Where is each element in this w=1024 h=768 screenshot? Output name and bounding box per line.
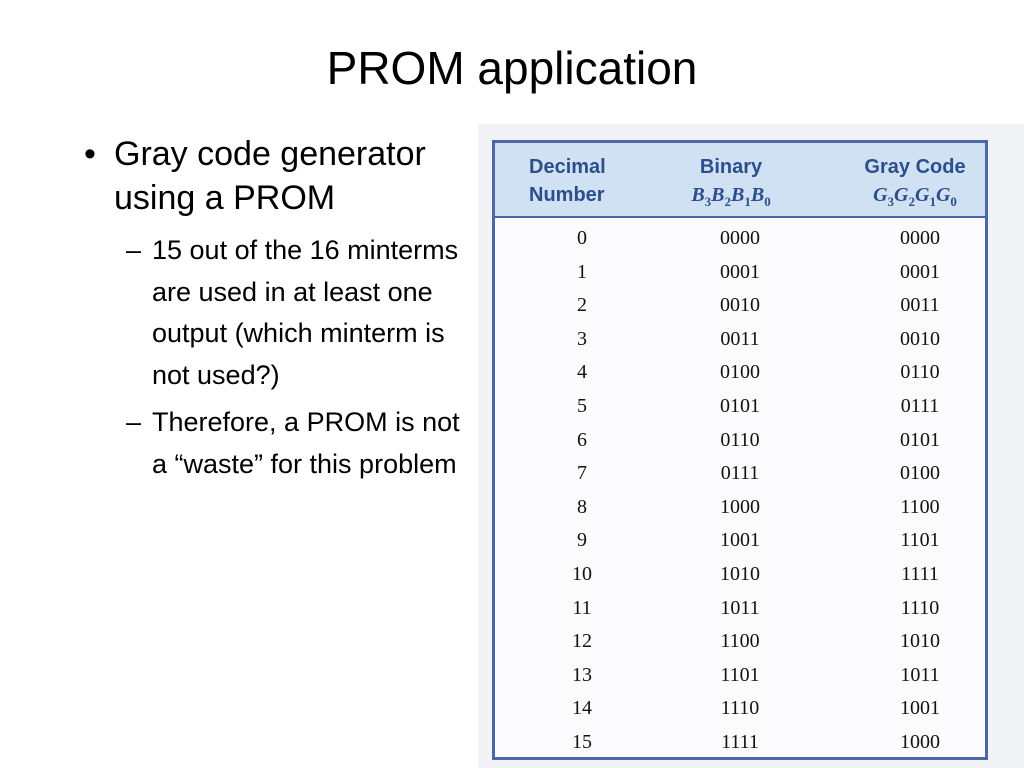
table-row <box>495 693 985 727</box>
table-row <box>495 660 985 694</box>
gray-cell: 0111 <box>900 394 940 417</box>
decimal-cell: 10 <box>572 562 592 585</box>
dash-marker: – <box>126 235 142 265</box>
binary-cell: 1111 <box>721 730 759 753</box>
table-row <box>495 391 985 425</box>
decimal-cell: 1 <box>577 260 587 283</box>
table-row <box>495 324 985 358</box>
gray-cell: 0101 <box>900 428 940 451</box>
header-binary: Binary $B_3B_2B_1B_0$ <box>671 153 791 216</box>
table-row <box>495 290 985 324</box>
binary-cell: 0111 <box>720 462 760 485</box>
gray-code-table <box>492 140 988 760</box>
binary-cell: 0001 <box>720 260 760 283</box>
bullet-marker: • <box>84 135 96 173</box>
decimal-cell: 7 <box>577 462 587 485</box>
table-header <box>495 143 985 218</box>
binary-cell: 0010 <box>720 294 760 317</box>
table-row <box>495 425 985 459</box>
binary-cell: 0100 <box>720 361 760 384</box>
gray-cell: 0100 <box>900 462 940 485</box>
decimal-cell: 0 <box>577 227 587 249</box>
binary-cell: 0101 <box>720 394 760 417</box>
header-gray: Gray Code $G_3G_2G_1G_0$ <box>845 153 985 216</box>
gray-cell: 1001 <box>900 697 940 720</box>
decimal-cell: 2 <box>577 294 587 317</box>
binary-subscript-label: $B_3B_2B_1B_0$ <box>691 184 771 209</box>
sub-bullet-text: Therefore, a PROM is not a “waste” for this problem <box>152 407 460 479</box>
decimal-cell: 8 <box>577 495 587 518</box>
table-row <box>495 458 985 492</box>
table-row <box>495 492 985 526</box>
binary-cell: 0011 <box>720 327 760 350</box>
binary-cell: 1101 <box>720 663 760 686</box>
gray-cell: 1000 <box>900 730 940 753</box>
bullet-text: Gray code generator using a PROM <box>114 135 426 217</box>
binary-cell: 1100 <box>720 630 760 653</box>
table-row <box>495 626 985 660</box>
gray-cell: 0110 <box>900 361 940 384</box>
gray-cell: 0011 <box>900 294 940 317</box>
decimal-cell: 12 <box>572 630 592 653</box>
sub-bullet-text: 15 out of the 16 minterms are used in at least one output (which minterm is not used?) <box>152 235 459 390</box>
binary-cell: 1110 <box>720 697 760 720</box>
gray-cell: 1100 <box>900 495 940 518</box>
decimal-cell: 13 <box>572 663 592 686</box>
table-row <box>495 593 985 627</box>
binary-cell: 0000 <box>720 227 760 249</box>
gray-cell: 0010 <box>900 327 940 350</box>
gray-cell: 1110 <box>900 596 940 619</box>
header-decimal: Decimal Number <box>529 156 606 206</box>
decimal-cell: 5 <box>577 394 587 417</box>
dash-marker: – <box>126 407 142 437</box>
gray-cell: 1101 <box>900 529 940 552</box>
gray-subscript-label: $G_3G_2G_1G_0$ <box>873 184 957 209</box>
decimal-cell: 3 <box>577 327 587 350</box>
decimal-cell: 4 <box>577 361 587 384</box>
binary-cell: 1001 <box>720 529 760 552</box>
sub-bullet-item <box>78 402 478 485</box>
table-row <box>495 257 985 291</box>
table-row <box>495 525 985 559</box>
decimal-cell: 15 <box>572 730 592 753</box>
gray-cell: 0001 <box>900 260 940 283</box>
binary-cell: 1011 <box>720 596 760 619</box>
gray-cell: 1111 <box>901 562 939 585</box>
decimal-cell: 9 <box>577 529 587 552</box>
decimal-cell: 14 <box>572 697 592 720</box>
binary-cell: 1000 <box>720 495 760 518</box>
bullet-list <box>78 132 478 485</box>
table-row <box>495 727 985 761</box>
table-row <box>495 223 985 257</box>
gray-cell: 0000 <box>900 227 940 249</box>
table-row <box>495 559 985 593</box>
sub-bullet-item <box>78 230 478 396</box>
table-body <box>495 223 985 761</box>
binary-cell: 0110 <box>720 428 760 451</box>
gray-cell: 1011 <box>900 663 940 686</box>
table-row <box>495 357 985 391</box>
bullet-item <box>78 132 478 220</box>
decimal-cell: 11 <box>572 596 592 619</box>
decimal-cell: 6 <box>577 428 587 451</box>
slide-title: PROM application <box>326 42 698 94</box>
binary-cell: 1010 <box>720 562 760 585</box>
gray-cell: 1010 <box>900 630 940 653</box>
